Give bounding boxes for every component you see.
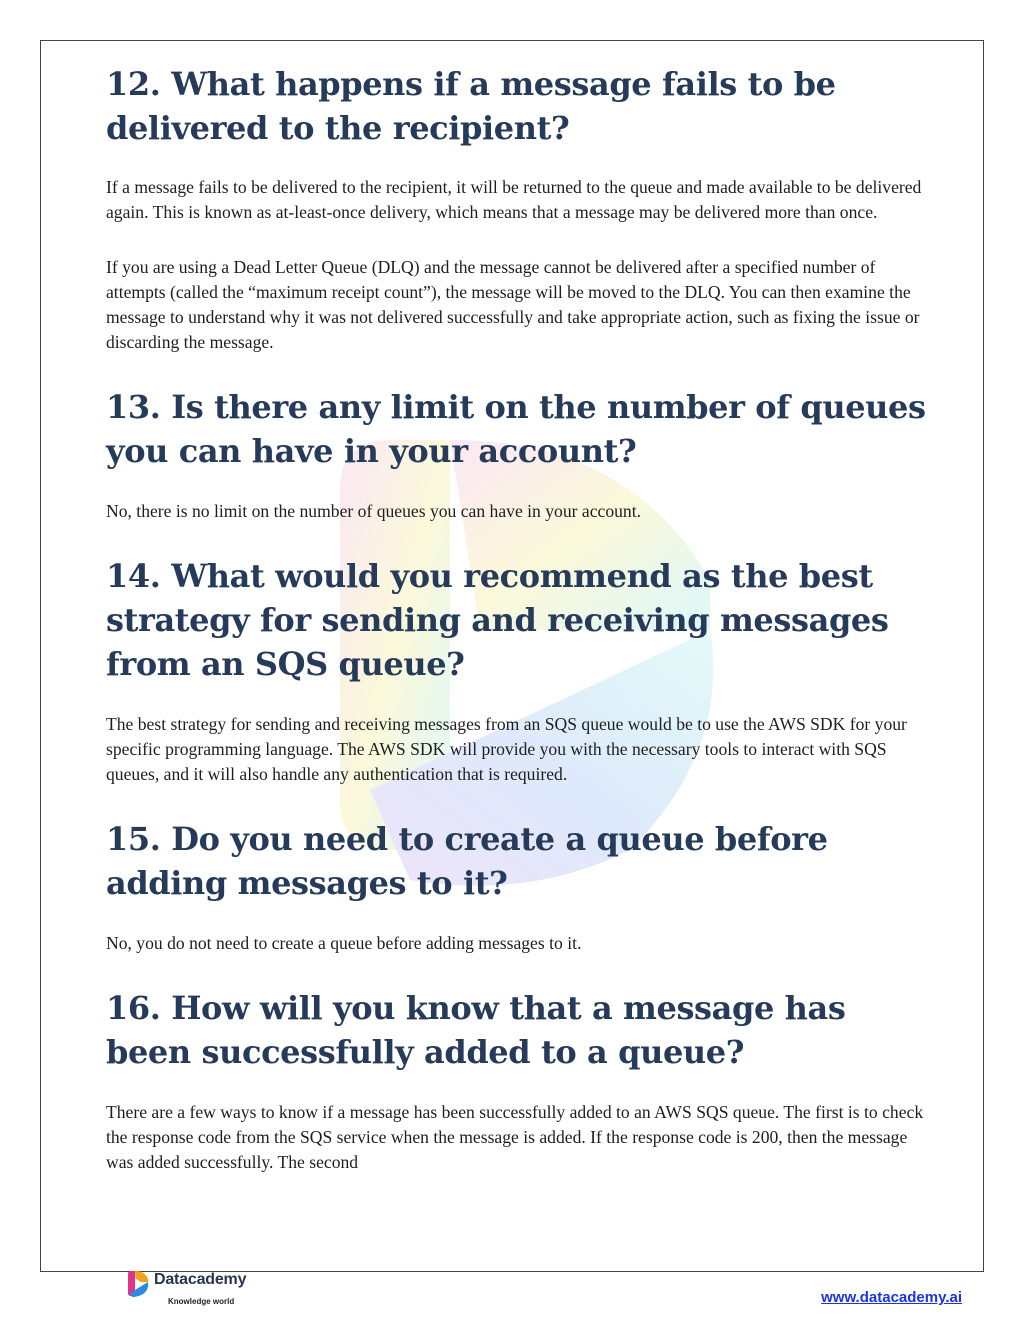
footer-brand-name: Datacademy [154, 1271, 247, 1288]
section-13-paragraph-1: No, there is no limit on the number of queues you can have in your account. [106, 501, 642, 521]
section-16-paragraph-1: There are a few ways to know if a message has been successfully added to an AWS SQS queue. The first is to check the response code from the SQS service when the message is added. If the response code is 200, then the message was added successfully. The second [106, 1102, 924, 1172]
section-12-paragraph-1: If a message fails to be delivered to the recipient, it will be returned to the queue and made available to be delivered again. This is known as at-least-once delivery, which means that a message may be delivered more than once. [106, 177, 922, 222]
section-15-heading: 15. Do you need to create a queue before adding messages to it? [106, 820, 828, 902]
footer-website-link[interactable]: www.datacademy.ai [821, 1289, 962, 1306]
section-12-heading: 12. What happens if a message fails to be delivered to the recipient? [106, 65, 836, 147]
section-12-paragraph-2: If you are using a Dead Letter Queue (DLQ) and the message cannot be delivered after a specified number of attempts (called the “maximum receipt count”), the message will be moved to the DLQ. You can then examine the message to understand why it was not delivered successfully and take appropriate action, such as fixing the issue or discarding the message. [106, 257, 920, 352]
footer-tagline: Knowledge world [168, 1297, 235, 1306]
section-15-paragraph-1: No, you do not need to create a queue before adding messages to it. [106, 933, 582, 953]
datacademy-d-logo-icon [126, 1270, 150, 1298]
section-13-heading: 13. Is there any limit on the number of queues you can have in your account? [106, 388, 926, 470]
section-16-heading: 16. How will you know that a message has been successfully added to a queue? [106, 989, 846, 1071]
document-body [106, 62, 936, 1175]
section-14-heading: 14. What would you recommend as the best strategy for sending and receiving messages from an SQS queue? [106, 557, 889, 683]
section-14-paragraph-1: The best strategy for sending and receiving messages from an SQS queue would be to use the AWS SDK for your specific programming language. The AWS SDK will provide you with the necessary tools to interact with SQS queues, and it will also handle any authentication that is required. [106, 714, 907, 784]
footer-logo [126, 1270, 266, 1310]
